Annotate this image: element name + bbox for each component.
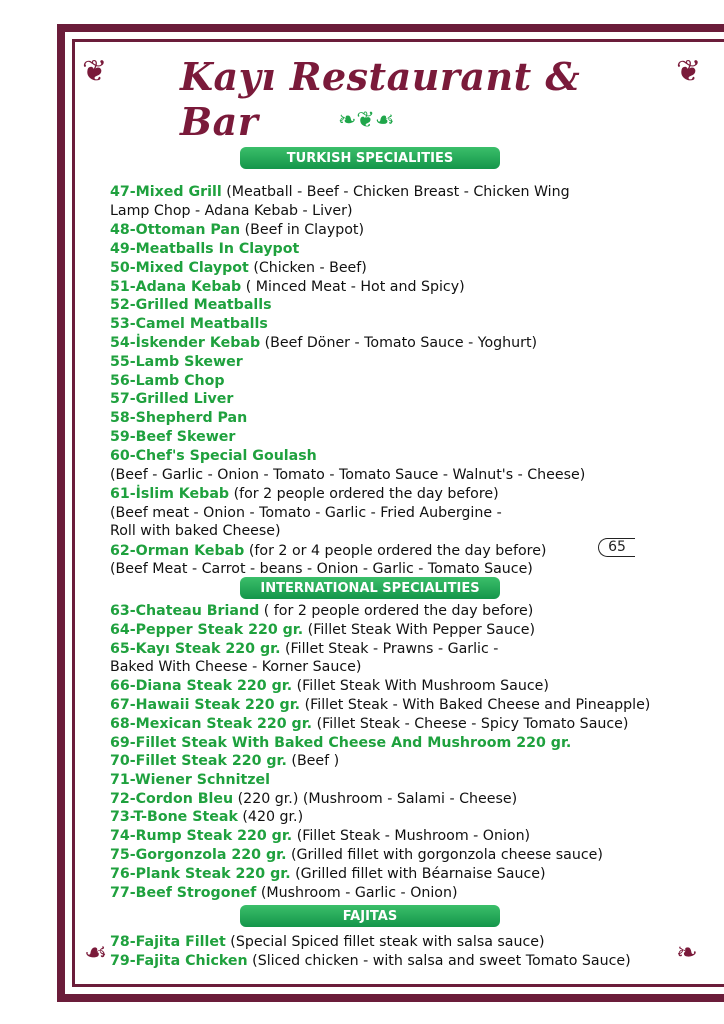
menu-item bbox=[110, 504, 502, 522]
menu-item-name: 65-Kayı Steak 220 gr. bbox=[110, 641, 281, 657]
page-number: 65 bbox=[598, 538, 635, 557]
title-ornament-icon: ❧❦☙ bbox=[338, 108, 395, 133]
menu-item-name: 52-Grilled Meatballs bbox=[110, 297, 272, 313]
menu-item-description: (420 gr.) bbox=[237, 809, 304, 825]
menu-item-name: 59-Beef Skewer bbox=[110, 429, 236, 445]
menu-item bbox=[110, 752, 339, 770]
menu-item bbox=[110, 409, 247, 427]
menu-item bbox=[110, 353, 243, 371]
menu-item bbox=[110, 696, 650, 714]
menu-item-name: 58-Shepherd Pan bbox=[110, 410, 248, 426]
menu-item bbox=[110, 522, 281, 540]
corner-flourish-bottom-left-icon: ☙ bbox=[84, 938, 108, 968]
menu-item-name: 73-T-Bone Steak bbox=[110, 809, 238, 825]
menu-item-description: ( for 2 people ordered the day before) bbox=[259, 603, 534, 619]
menu-item-name: 74-Rump Steak 220 gr. bbox=[110, 828, 293, 844]
menu-item-description: (for 2 people ordered the day before) bbox=[229, 486, 499, 502]
menu-item bbox=[110, 202, 353, 220]
menu-item-name: 68-Mexican Steak 220 gr. bbox=[110, 716, 313, 732]
menu-item-name: 62-Orman Kebab bbox=[110, 543, 245, 559]
menu-item-name: 67-Hawaii Steak 220 gr. bbox=[110, 697, 301, 713]
section-heading-international: INTERNATIONAL SPECIALITIES bbox=[240, 577, 500, 599]
section-heading-fajitas: FAJITAS bbox=[240, 905, 500, 927]
menu-item bbox=[110, 372, 225, 390]
menu-item bbox=[110, 677, 549, 695]
menu-item-description: (Fillet Steak With Mushroom Sauce) bbox=[292, 678, 549, 694]
menu-item-description: (Fillet Steak - With Baked Cheese and Pineapple) bbox=[300, 697, 651, 713]
menu-item bbox=[110, 602, 533, 620]
menu-item-name: 66-Diana Steak 220 gr. bbox=[110, 678, 293, 694]
menu-item bbox=[110, 715, 628, 733]
menu-item bbox=[110, 447, 317, 465]
menu-item-description: (Beef - Garlic - Onion - Tomato - Tomato Sauce - Walnut's - Cheese) bbox=[110, 467, 586, 483]
menu-item bbox=[110, 846, 603, 864]
menu-item bbox=[110, 658, 361, 676]
menu-item-description: (Fillet Steak With Pepper Sauce) bbox=[303, 622, 536, 638]
menu-item bbox=[110, 542, 546, 560]
menu-item-description: ( Minced Meat - Hot and Spicy) bbox=[241, 279, 465, 295]
menu-item-name: 48-Ottoman Pan bbox=[110, 222, 241, 238]
menu-item bbox=[110, 771, 270, 789]
menu-item-name: 72-Cordon Bleu bbox=[110, 791, 234, 807]
menu-item-description: Baked With Cheese - Korner Sauce) bbox=[110, 659, 362, 675]
menu-item-description: (Fillet Steak - Cheese - Spicy Tomato Sauce) bbox=[312, 716, 629, 732]
menu-item bbox=[110, 560, 533, 578]
menu-item-name: 53-Camel Meatballs bbox=[110, 316, 268, 332]
menu-item bbox=[110, 296, 272, 314]
corner-flourish-bottom-right-icon: ❧ bbox=[676, 938, 698, 968]
menu-item-description: (Special Spiced fillet steak with salsa sauce) bbox=[225, 934, 545, 950]
menu-item bbox=[110, 485, 499, 503]
menu-item-name: 64-Pepper Steak 220 gr. bbox=[110, 622, 304, 638]
menu-item-description: (for 2 or 4 people ordered the day before) bbox=[244, 543, 547, 559]
menu-item-name: 50-Mixed Claypot bbox=[110, 260, 249, 276]
menu-item-name: 63-Chateau Briand bbox=[110, 603, 260, 619]
menu-item-description: (Sliced chicken - with salsa and sweet Tomato Sauce) bbox=[247, 953, 631, 969]
menu-item-description: (Meatball - Beef - Chicken Breast - Chicken Wing bbox=[221, 184, 570, 200]
menu-item bbox=[110, 428, 235, 446]
menu-item-name: 75-Gorgonzola 220 gr. bbox=[110, 847, 287, 863]
menu-item-name: 57-Grilled Liver bbox=[110, 391, 234, 407]
menu-item-name: 47-Mixed Grill bbox=[110, 184, 222, 200]
menu-item-description: (220 gr.) (Mushroom - Salami - Cheese) bbox=[233, 791, 518, 807]
menu-item-description: (Beef ) bbox=[286, 753, 340, 769]
menu-item bbox=[110, 221, 364, 239]
menu-item-name: 71-Wiener Schnitzel bbox=[110, 772, 271, 788]
menu-item bbox=[110, 466, 585, 484]
section-heading-turkish: TURKISH SPECIALITIES bbox=[240, 147, 500, 169]
menu-item bbox=[110, 183, 570, 201]
menu-item bbox=[110, 952, 631, 970]
menu-item-name: 60-Chef's Special Goulash bbox=[110, 448, 317, 464]
menu-item-name: 54-İskender Kebab bbox=[110, 335, 261, 351]
menu-item-description: (Fillet Steak - Prawns - Garlic - bbox=[280, 641, 499, 657]
menu-item-name: 77-Beef Strogonef bbox=[110, 885, 257, 901]
restaurant-title: Kayı Restaurant & Bar bbox=[180, 54, 581, 144]
corner-flourish-right-icon: ❦ bbox=[676, 54, 702, 89]
menu-item-name: 69-Fillet Steak With Baked Cheese And Mushroom 220 gr. bbox=[110, 735, 572, 751]
menu-item-description: Roll with baked Cheese) bbox=[110, 523, 281, 539]
menu-item-name: 76-Plank Steak 220 gr. bbox=[110, 866, 291, 882]
menu-item bbox=[110, 790, 517, 808]
menu-item bbox=[110, 259, 367, 277]
menu-item-description: (Grilled fillet with gorgonzola cheese sauce) bbox=[286, 847, 603, 863]
menu-item-description: Lamp Chop - Adana Kebab - Liver) bbox=[110, 203, 353, 219]
menu-item-name: 51-Adana Kebab bbox=[110, 279, 242, 295]
menu-item bbox=[110, 884, 458, 902]
menu-item bbox=[110, 933, 545, 951]
menu-item-name: 79-Fajita Chicken bbox=[110, 953, 248, 969]
menu-item-description: (Chicken - Beef) bbox=[248, 260, 367, 276]
menu-item-name: 78-Fajita Fillet bbox=[110, 934, 226, 950]
menu-item bbox=[110, 390, 233, 408]
menu-item-description: (Grilled fillet with Béarnaise Sauce) bbox=[290, 866, 546, 882]
menu-item bbox=[110, 621, 535, 639]
menu-item bbox=[110, 865, 546, 883]
menu-item bbox=[110, 334, 537, 352]
menu-item-description: (Mushroom - Garlic - Onion) bbox=[256, 885, 458, 901]
menu-item-name: 56-Lamb Chop bbox=[110, 373, 225, 389]
menu-item bbox=[110, 808, 303, 826]
menu-item-description: (Beef in Claypot) bbox=[240, 222, 364, 238]
menu-item bbox=[110, 734, 571, 752]
menu-item-description: (Beef Döner - Tomato Sauce - Yoghurt) bbox=[260, 335, 538, 351]
menu-item bbox=[110, 315, 268, 333]
menu-item-description: (Beef Meat - Carrot - beans - Onion - Garlic - Tomato Sauce) bbox=[110, 561, 533, 577]
menu-item-name: 61-İslim Kebab bbox=[110, 486, 230, 502]
menu-item-description: (Fillet Steak - Mushroom - Onion) bbox=[292, 828, 531, 844]
menu-item bbox=[110, 278, 465, 296]
corner-flourish-left-icon: ❦ bbox=[82, 54, 108, 89]
menu-item bbox=[110, 827, 530, 845]
menu-item-description: (Beef meat - Onion - Tomato - Garlic - Fried Aubergine - bbox=[110, 505, 502, 521]
menu-item-name: 55-Lamb Skewer bbox=[110, 354, 243, 370]
menu-item-name: 49-Meatballs In Claypot bbox=[110, 241, 300, 257]
menu-item-name: 70-Fillet Steak 220 gr. bbox=[110, 753, 287, 769]
menu-item bbox=[110, 640, 498, 658]
menu-item bbox=[110, 240, 299, 258]
